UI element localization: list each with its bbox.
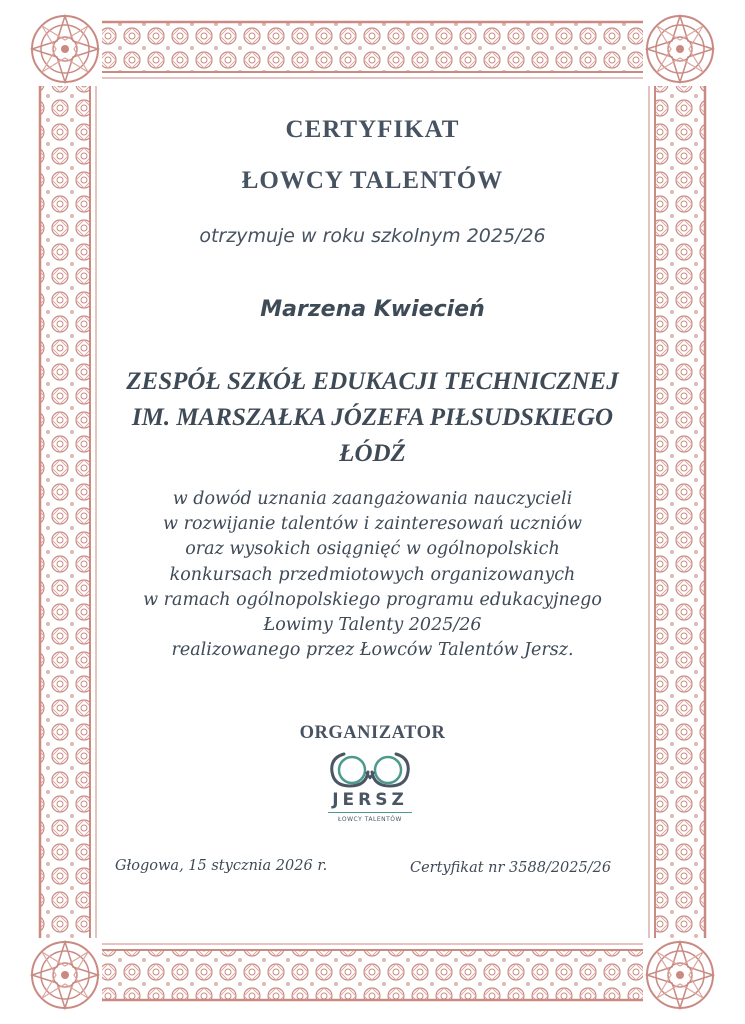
logo-wordmark: JERSZ xyxy=(332,790,408,810)
owl-eyes-icon xyxy=(322,748,418,792)
certificate-subtitle: ŁOWCY TALENTÓW xyxy=(241,167,504,194)
description-line: w ramach ogólnopolskiego programu edukacyjnego xyxy=(143,589,602,610)
description-line: oraz wysokich osiągnięć w ogólnopolskich xyxy=(185,539,560,560)
place-date: Głogowa, 15 stycznia 2026 r. xyxy=(115,858,328,874)
certificate-number: Certyfikat nr 3588/2025/26 xyxy=(410,860,612,876)
logo-divider xyxy=(328,812,412,813)
school-line: ZESPÓŁ SZKÓŁ EDUKACJI TECHNICZNEJ xyxy=(126,368,619,395)
school-line: IM. MARSZAŁKA JÓZEFA PIŁSUDSKIEGO xyxy=(131,404,614,431)
school-name xyxy=(0,364,745,472)
logo-tagline: ŁOWCY TALENTÓW xyxy=(338,816,402,823)
award-description xyxy=(0,487,745,663)
description-line: realizowanego przez Łowców Talentów Jersz. xyxy=(171,640,574,661)
jersz-logo xyxy=(322,748,418,830)
received-line: otrzymuje w roku szkolnym 2025/26 xyxy=(199,225,546,247)
organizer-label: ORGANIZATOR xyxy=(299,723,446,743)
recipient-name: Marzena Kwiecień xyxy=(260,297,485,322)
description-line: w dowód uznania zaangażowania nauczycieli xyxy=(172,489,573,509)
school-city: ŁÓDŹ xyxy=(339,440,406,467)
certificate-title: CERTYFIKAT xyxy=(285,116,460,143)
description-line: Łowimy Talenty 2025/26 xyxy=(263,615,482,636)
description-line: w rozwijanie talentów i zainteresowań uczniów xyxy=(163,514,582,535)
description-line: konkursach przedmiotowych organizowanych xyxy=(169,564,576,585)
